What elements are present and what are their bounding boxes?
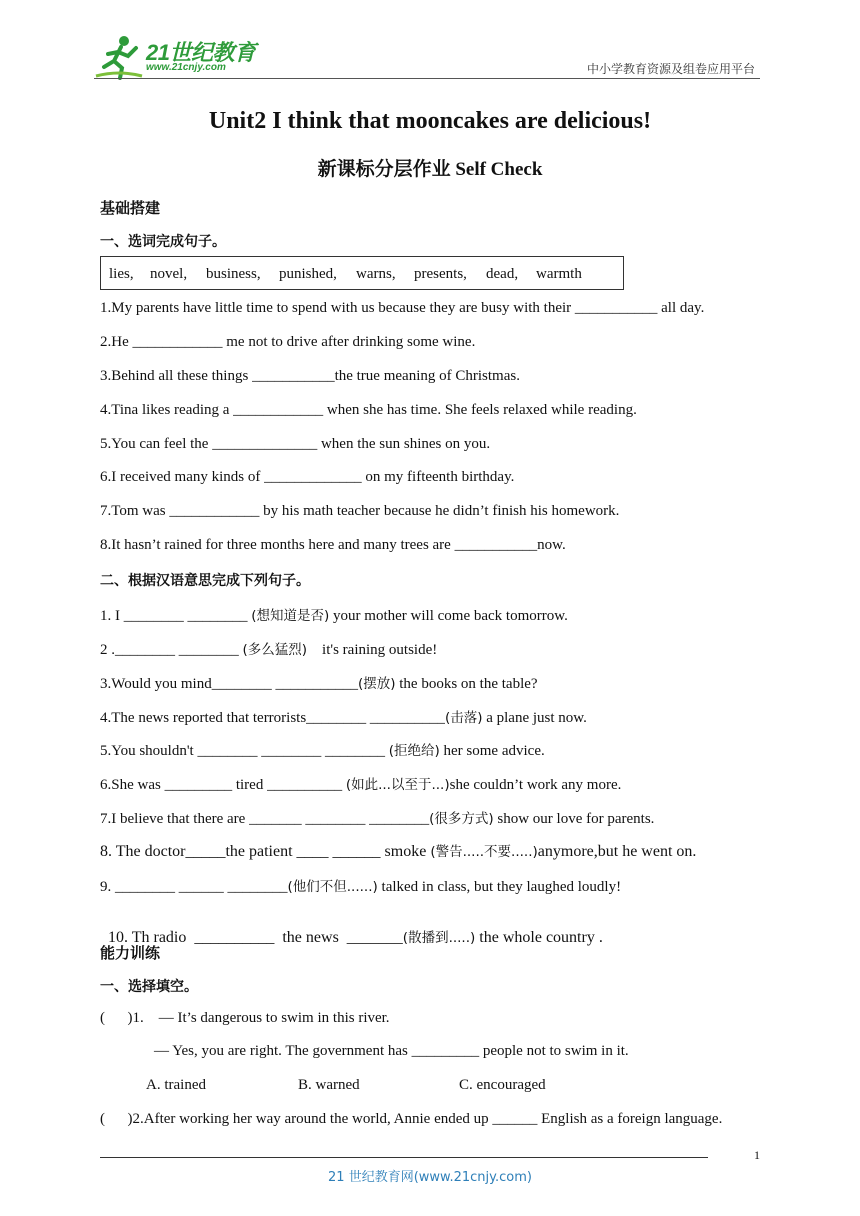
chinese-hint: (想知道是否) [251, 608, 330, 624]
item-text: 1. I ________ ________ [100, 608, 252, 624]
header-platform-text: 中小学教育资源及组卷应用平台 [586, 62, 755, 76]
translation-item [100, 875, 621, 896]
page-subtitle: 新课标分层作业 Self Check [317, 159, 543, 180]
item-text: 3.Would you mind________ ___________ [100, 676, 358, 692]
exercise-item: 3.Behind all these things ___________the true meaning of Christmas. [100, 368, 520, 384]
question-stem: ( )2.After working her way around the world, Annie ended up ______ English as a foreign language. [100, 1111, 723, 1127]
question-stem: ( )1. — It’s dangerous to swim in this river. [100, 1010, 390, 1026]
part-heading-translation: 二、根据汉语意思完成下列句子。 [100, 573, 310, 589]
page-title: Unit2 I think that mooncakes are delicious! [208, 108, 652, 134]
chinese-hint: (多么猛烈) [242, 642, 308, 658]
translation-item [100, 706, 587, 727]
item-text: 4.The news reported that terrorists________ __________ [100, 710, 445, 726]
word-bank-item: lies, [109, 266, 134, 282]
exercise-item: 7.Tom was ____________ by his math teacher because he didn’t finish his homework. [100, 503, 620, 519]
chinese-hint: (拒绝给) [388, 743, 440, 759]
chinese-hint: (摆放) [357, 676, 396, 692]
option-a: A. trained [146, 1077, 206, 1093]
translation-item [100, 739, 545, 760]
chinese-hint: (散播到.....) [402, 930, 476, 946]
item-text: 9. ________ ______ ________ [100, 879, 288, 895]
exercise-item: 5.You can feel the ______________ when the sun shines on you. [100, 436, 491, 452]
chinese-hint: (击落) [444, 710, 483, 726]
word-bank-item: warmth [536, 266, 582, 282]
section-heading-basic: 基础搭建 [100, 199, 161, 217]
option-b: B. warned [298, 1077, 360, 1093]
page-number: 1 [754, 1148, 760, 1162]
item-text: 8. The doctor_____the patient ____ ______ smoke [100, 843, 431, 860]
translation-item [100, 908, 603, 947]
exercise-item: 6.I received many kinds of _____________ on my fifteenth birthday. [100, 469, 515, 485]
item-text: talked in class, but they laughed loudly! [377, 879, 622, 895]
chinese-hint: (如此...以至于...) [345, 777, 450, 793]
translation-item [100, 672, 538, 693]
item-text: your mother will come back tomorrow. [329, 608, 568, 624]
part-heading-word-choice: 一、选词完成句子。 [100, 234, 226, 250]
exercise-item: 8.It hasn’t rained for three months here and many trees are ___________now. [100, 537, 566, 553]
section-heading-ability: 能力训练 [100, 944, 161, 962]
exercise-item: 2.He ____________ me not to drive after drinking some wine. [100, 334, 476, 350]
item-text: her some advice. [439, 743, 545, 759]
site-logo [94, 34, 264, 80]
runner-logo-icon [94, 34, 144, 80]
word-bank-item: warns, [356, 266, 396, 282]
item-text: 2 .________ ________ [100, 642, 243, 658]
word-bank-item: punished, [279, 266, 337, 282]
translation-item [100, 773, 621, 794]
chinese-hint: (很多方式) [429, 811, 494, 827]
translation-item [100, 638, 437, 659]
word-bank-item: novel, [150, 266, 188, 282]
translation-item [100, 840, 696, 861]
item-text: show our love for parents. [493, 811, 655, 827]
item-text: the books on the table? [395, 676, 538, 692]
item-text: 6.She was _________ tired __________ [100, 777, 346, 793]
item-text: the whole country . [475, 929, 603, 946]
item-text: it's raining outside! [307, 642, 438, 658]
logo-text: 21世纪教育 [146, 40, 256, 65]
header-divider [94, 78, 760, 79]
item-text: anymore,but he went on. [537, 843, 697, 860]
item-text: 10. Th radio __________ the news _______ [108, 929, 403, 946]
word-bank-item: business, [206, 266, 261, 282]
option-c: C. encouraged [459, 1077, 546, 1093]
chinese-hint: (警告.....不要.....) [430, 844, 538, 860]
question-reply: — Yes, you are right. The government has _________ people not to swim in it. [154, 1043, 629, 1059]
word-bank-item: presents, [414, 266, 467, 282]
word-bank-box [100, 256, 624, 290]
footer-divider [100, 1157, 708, 1158]
item-text: 7.I believe that there are _______ ________ ________ [100, 811, 430, 827]
item-text: she couldn’t work any more. [449, 777, 622, 793]
item-text: a plane just now. [482, 710, 587, 726]
exercise-item: 1.My parents have little time to spend with us because they are busy with their ___________ all day. [100, 300, 705, 316]
chinese-hint: (他们不但......) [287, 879, 378, 895]
word-bank-item: dead, [486, 266, 519, 282]
translation-item [100, 807, 654, 828]
footer-site-text: 21 世纪教育网(www.21cnjy.com) [328, 1170, 532, 1185]
exercise-item: 4.Tina likes reading a ____________ when she has time. She feels relaxed while reading. [100, 402, 637, 418]
translation-item [100, 604, 568, 625]
part-heading-multiple-choice: 一、选择填空。 [100, 979, 198, 995]
logo-url: www.21cnjy.com [146, 62, 226, 73]
item-text: 5.You shouldn't ________ ________ ________ [100, 743, 389, 759]
